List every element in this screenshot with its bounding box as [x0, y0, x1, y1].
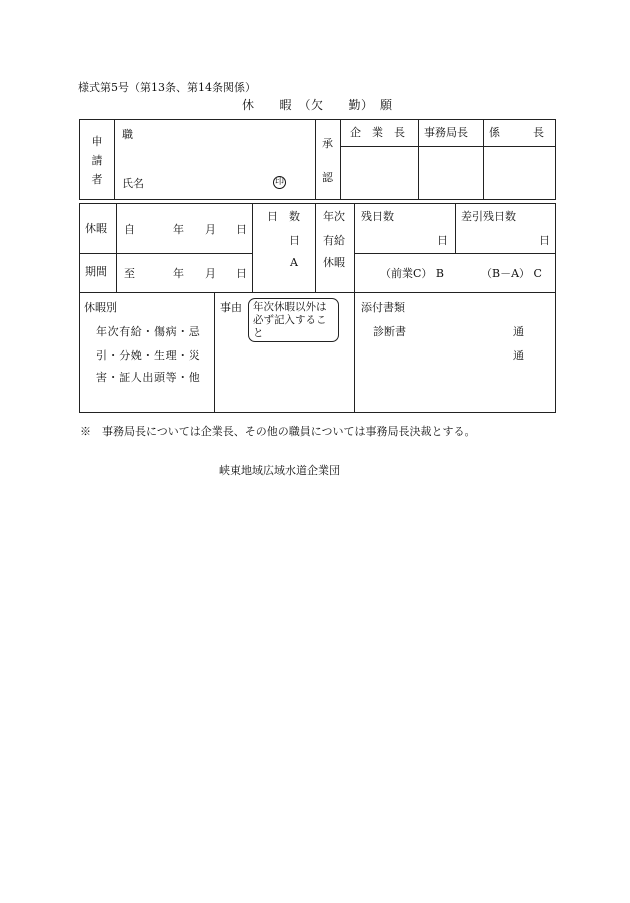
- annual-leave-label-line: 有給: [323, 234, 345, 247]
- leave-type-label: 休暇別: [84, 301, 117, 314]
- leave-type-line: 年次有給・傷病・忌: [96, 325, 201, 338]
- applicant-label: [83, 132, 111, 189]
- applicant-label-char: 者: [91, 173, 103, 186]
- annual-leave-label-line: 年次: [323, 210, 345, 223]
- from-label: 自: [124, 223, 135, 236]
- approval-col-chief: 係 長: [489, 126, 544, 139]
- approval-col-secretariat: 事務局長: [424, 126, 468, 139]
- applicant-label-char: 請: [91, 154, 103, 167]
- to-label: 至: [124, 267, 135, 280]
- attachment-item: 診断書: [373, 325, 406, 338]
- to-day-unit: 日: [236, 267, 247, 280]
- seal-mark: 印: [274, 177, 284, 187]
- leave-type-line: 引・分娩・生理・災: [96, 349, 201, 362]
- applicant-label-char: 申: [91, 135, 103, 148]
- approval-label-char: 承: [322, 137, 333, 150]
- leave-type-line: 害・証人出頭等・他: [96, 371, 201, 384]
- form-title: 休 暇 （欠 勤） 願: [242, 98, 393, 112]
- calc-c: （B－A） C: [481, 267, 542, 280]
- organization-name: 峡東地域広域水道企業団: [219, 464, 340, 477]
- form-reference: 様式第5号（第13条、第14条関係）: [78, 81, 256, 94]
- approval-label-char: 認: [322, 171, 333, 184]
- annual-leave-label-line: 休暇: [323, 256, 345, 269]
- reason-note: 年次休暇以外は必ず記入すること: [248, 298, 339, 342]
- period-label-bottom: 期間: [85, 265, 107, 278]
- attachment-unit: 通: [513, 349, 524, 362]
- attachments-label: 添付書類: [361, 301, 405, 314]
- from-day-unit: 日: [236, 223, 247, 236]
- prev-year-b: （前業C） B: [380, 267, 444, 280]
- remaining-days-label: 残日数: [361, 210, 394, 223]
- days-label: 日 数: [267, 210, 300, 223]
- to-year-unit: 年: [173, 267, 184, 280]
- footnote: ※ 事務局長については企業長、その他の職員については事務局長決裁とする。: [80, 425, 476, 438]
- reason-label: 事由: [220, 301, 242, 314]
- from-month-unit: 月: [205, 223, 216, 236]
- position-label: 職: [122, 128, 133, 141]
- days-letter-a: A: [290, 256, 298, 269]
- approval-col-ceo: 企 業 長: [350, 126, 405, 139]
- attachment-unit: 通: [513, 325, 524, 338]
- remaining-days-unit: 日: [437, 234, 448, 247]
- name-label: 氏名: [122, 177, 144, 190]
- deduct-days-unit: 日: [539, 234, 550, 247]
- days-unit: 日: [289, 234, 300, 247]
- from-year-unit: 年: [173, 223, 184, 236]
- period-label-top: 休暇: [85, 222, 107, 235]
- deduct-days-label: 差引残日数: [461, 210, 516, 223]
- to-month-unit: 月: [205, 267, 216, 280]
